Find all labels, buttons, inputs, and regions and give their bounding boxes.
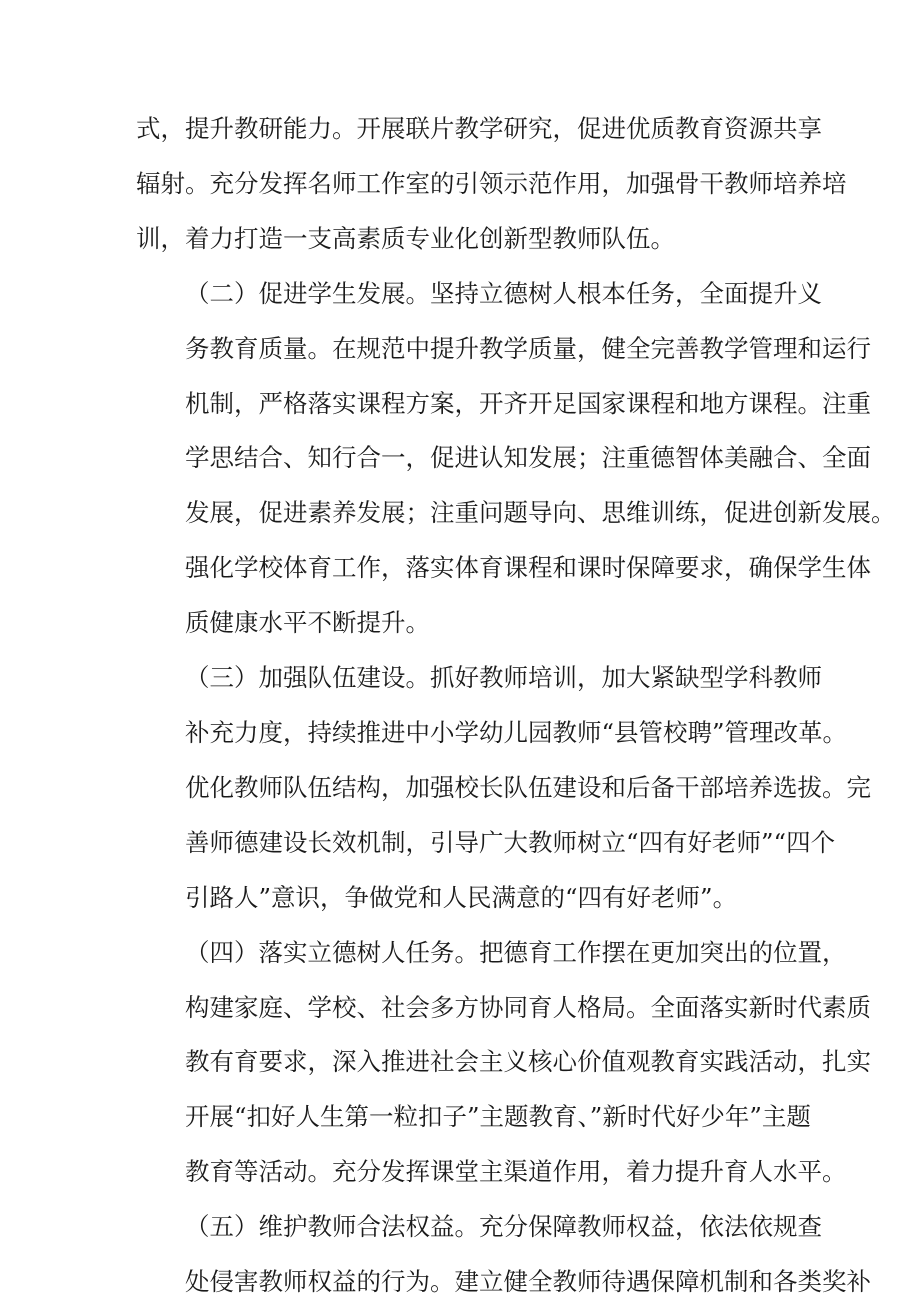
paragraph-p1 [136,267,896,651]
paragraph-p2 [136,651,871,926]
paragraph-p0 [136,102,847,267]
text-line: （四）落实立德树人任务。把德育工作摆在更加突出的位置， [185,937,847,967]
text-line: 善师德建设长效机制，引导广大教师树立“四有好老师”“四个 [185,827,836,857]
text-line: （三）加强队伍建设。抓好教师培训，加大紧缺型学科教师 [185,663,822,693]
paragraph-p4 [136,1200,871,1310]
text-line: 开展“扣好人生第一粒扣子”主题教育、”新时代好少年”主题 [185,1102,811,1132]
paragraph-p3 [136,926,871,1201]
text-line: 优化教师队伍结构，加强校长队伍建设和后备干部培养选拔。完 [185,772,871,802]
text-line: 发展，促进素养发展；注重问题导向、思维训练，促进创新发展。 [185,498,896,528]
document-body [136,102,896,1310]
text-line: 学思结合、知行合一，促进认知发展；注重德智体美融合、全面 [185,443,871,473]
text-line: 补充力度，持续推进中小学幼儿园教师“县管校聘”管理改革。 [185,717,848,747]
text-line: 务教育质量。在规范中提升教学质量，健全完善教学管理和运行 [185,333,871,363]
text-line: 教育等活动。充分发挥课堂主渠道作用，着力提升育人水平。 [185,1157,847,1187]
text-line: 强化学校体育工作，落实体育课程和课时保障要求，确保学生体 [185,553,871,583]
text-line: 处侵害教师权益的行为。建立健全教师待遇保障机制和各类奖补 [185,1267,871,1297]
text-line: 辐射。充分发挥名师工作室的引领示范作用，加强骨干教师培养培 [136,168,847,198]
text-line: 训，着力打造一支高素质专业化创新型教师队伍。 [136,223,675,253]
text-line: 引路人”意识，争做党和人民满意的“四有好老师”。 [185,882,738,912]
text-line: 质健康水平不断提升。 [185,608,430,638]
text-line: （五）维护教师合法权益。充分保障教师权益，依法依规查 [185,1212,822,1242]
text-line: 教有育要求，深入推进社会主义核心价值观教育实践活动，扎实 [185,1047,871,1077]
text-line: 机制，严格落实课程方案，开齐开足国家课程和地方课程。注重 [185,388,871,418]
text-line: （二）促进学生发展。坚持立德树人根本任务，全面提升义 [185,278,822,308]
text-line: 式，提升教研能力。开展联片教学研究，促进优质教育资源共享 [136,114,822,143]
text-line: 构建家庭、学校、社会多方协同育人格局。全面落实新时代素质 [185,992,871,1022]
